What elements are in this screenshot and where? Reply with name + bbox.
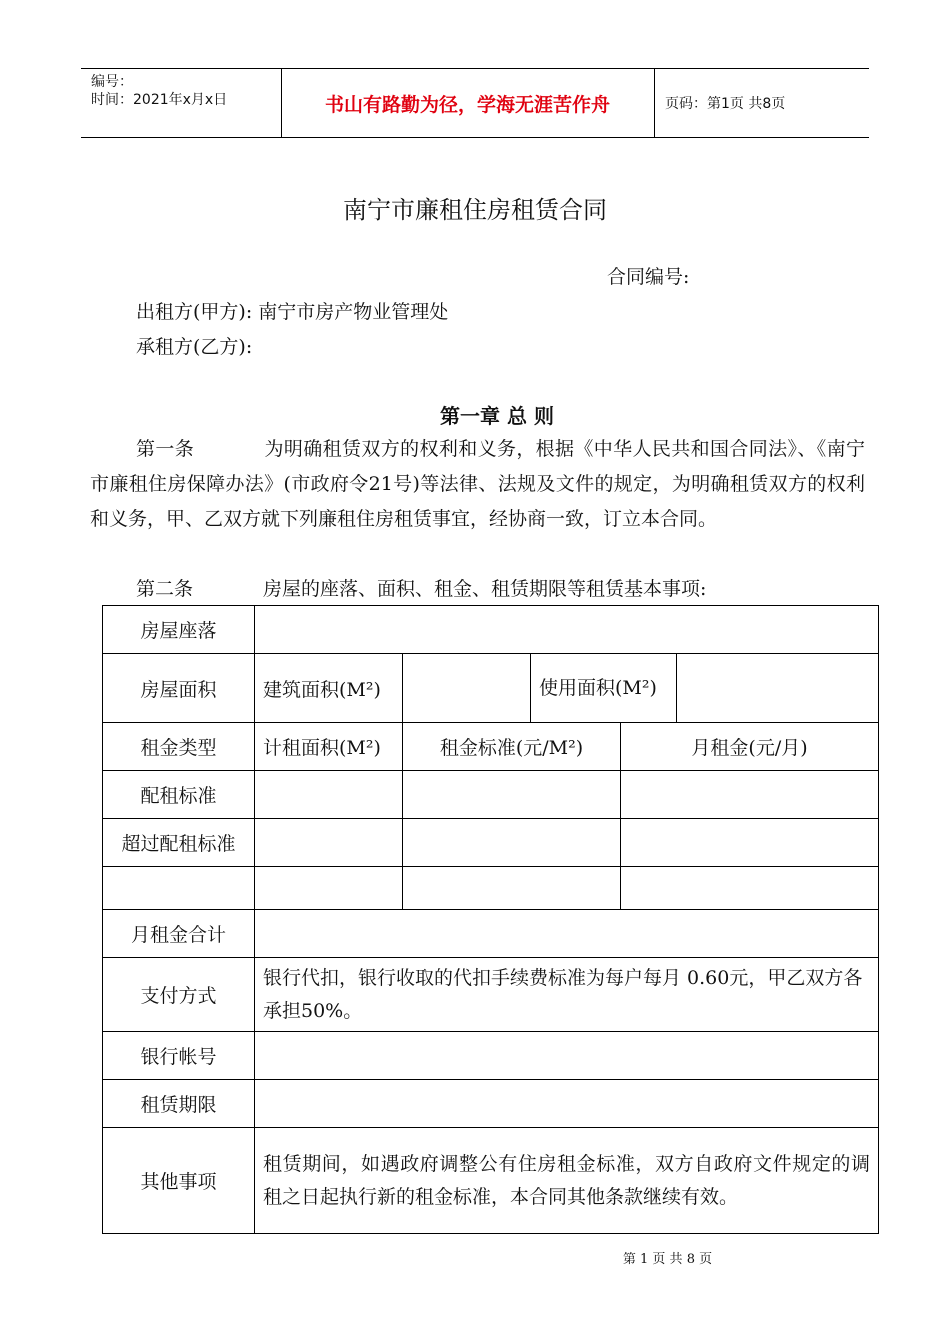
table-cell	[103, 867, 255, 910]
payment-text: 银行代扣，银行收取的代扣手续费标准为每户每月 0.60元，甲乙双方各承担50%。	[255, 958, 879, 1032]
payment-label: 支付方式	[103, 958, 255, 1032]
account-value	[255, 1032, 879, 1080]
other-label: 其他事项	[103, 1128, 255, 1234]
term-value	[255, 1080, 879, 1128]
table-row	[103, 1128, 879, 1234]
table-row	[103, 819, 879, 867]
table-cell	[255, 771, 403, 819]
lessor-line: 出租方(甲方): 南宁市房产物业管理处	[136, 301, 449, 323]
article-2	[90, 572, 865, 607]
table-cell	[255, 819, 403, 867]
document-title: 南宁市廉租住房租赁合同	[343, 196, 607, 224]
rent-area-header: 计租面积(M²)	[255, 723, 403, 771]
table-row	[103, 867, 879, 910]
location-label: 房屋座落	[103, 606, 255, 654]
article-1	[90, 432, 865, 537]
table-cell	[403, 819, 621, 867]
page-footer: 第 1 页 共 8 页	[622, 1252, 713, 1267]
article-2-text: 房屋的座落、面积、租金、租赁期限等租赁基本事项:	[263, 578, 707, 600]
table-row	[103, 1032, 879, 1080]
header-meta	[81, 69, 282, 137]
contract-number-label: 合同编号:	[607, 266, 690, 288]
monthly-rent-header: 月租金(元/月)	[621, 723, 879, 771]
time-label: 时间：2021年x月x日	[91, 92, 228, 108]
header-page-info: 页码：第1页 共8页	[654, 69, 869, 137]
lessee-line: 承租方(乙方):	[136, 336, 253, 358]
account-label: 银行帐号	[103, 1032, 255, 1080]
header-motto: 书山有路勤为径，学海无涯苦作舟	[324, 93, 610, 116]
row-over-label: 超过配租标准	[103, 819, 255, 867]
table-cell	[403, 867, 621, 910]
building-area-value	[403, 654, 531, 723]
table-cell	[621, 867, 879, 910]
table-row	[103, 723, 879, 771]
rent-type-label: 租金类型	[103, 723, 255, 771]
rent-standard-header: 租金标准(元/M²)	[403, 723, 621, 771]
lease-table	[102, 605, 879, 1234]
area-label: 房屋面积	[103, 654, 255, 723]
page-header	[81, 68, 869, 138]
number-label: 编号：	[91, 74, 133, 90]
article-2-label: 第二条	[136, 578, 194, 600]
usable-area-value	[677, 654, 879, 723]
table-row	[103, 1080, 879, 1128]
term-label: 租赁期限	[103, 1080, 255, 1128]
table-row	[103, 654, 879, 723]
table-row	[103, 910, 879, 958]
total-value	[255, 910, 879, 958]
building-area-label: 建筑面积(M²)	[255, 654, 403, 723]
table-cell	[621, 819, 879, 867]
table-cell	[621, 771, 879, 819]
article-1-label: 第一条	[136, 438, 195, 460]
table-cell	[403, 771, 621, 819]
table-row	[103, 958, 879, 1032]
table-row	[103, 771, 879, 819]
usable-area-label: 使用面积(M²)	[531, 654, 677, 723]
other-text: 租赁期间，如遇政府调整公有住房租金标准，双方自政府文件规定的调租之日起执行新的租金标准，本合同其他条款继续有效。	[255, 1128, 879, 1234]
article-1-text: 为明确租赁双方的权利和义务，根据《中华人民共和国合同法》、《南宁市廉租住房保障办法》(市政府令21号)等法律、法规及文件的规定，为明确租赁双方的权利和义务，甲、乙双方就下列廉租住房租赁事宜，经协商一致，订立本合同。	[90, 438, 865, 530]
table-row	[103, 606, 879, 654]
row-standard-label: 配租标准	[103, 771, 255, 819]
chapter-title: 第一章 总 则	[440, 404, 554, 428]
table-cell	[255, 867, 403, 910]
location-value	[255, 606, 879, 654]
total-label: 月租金合计	[103, 910, 255, 958]
